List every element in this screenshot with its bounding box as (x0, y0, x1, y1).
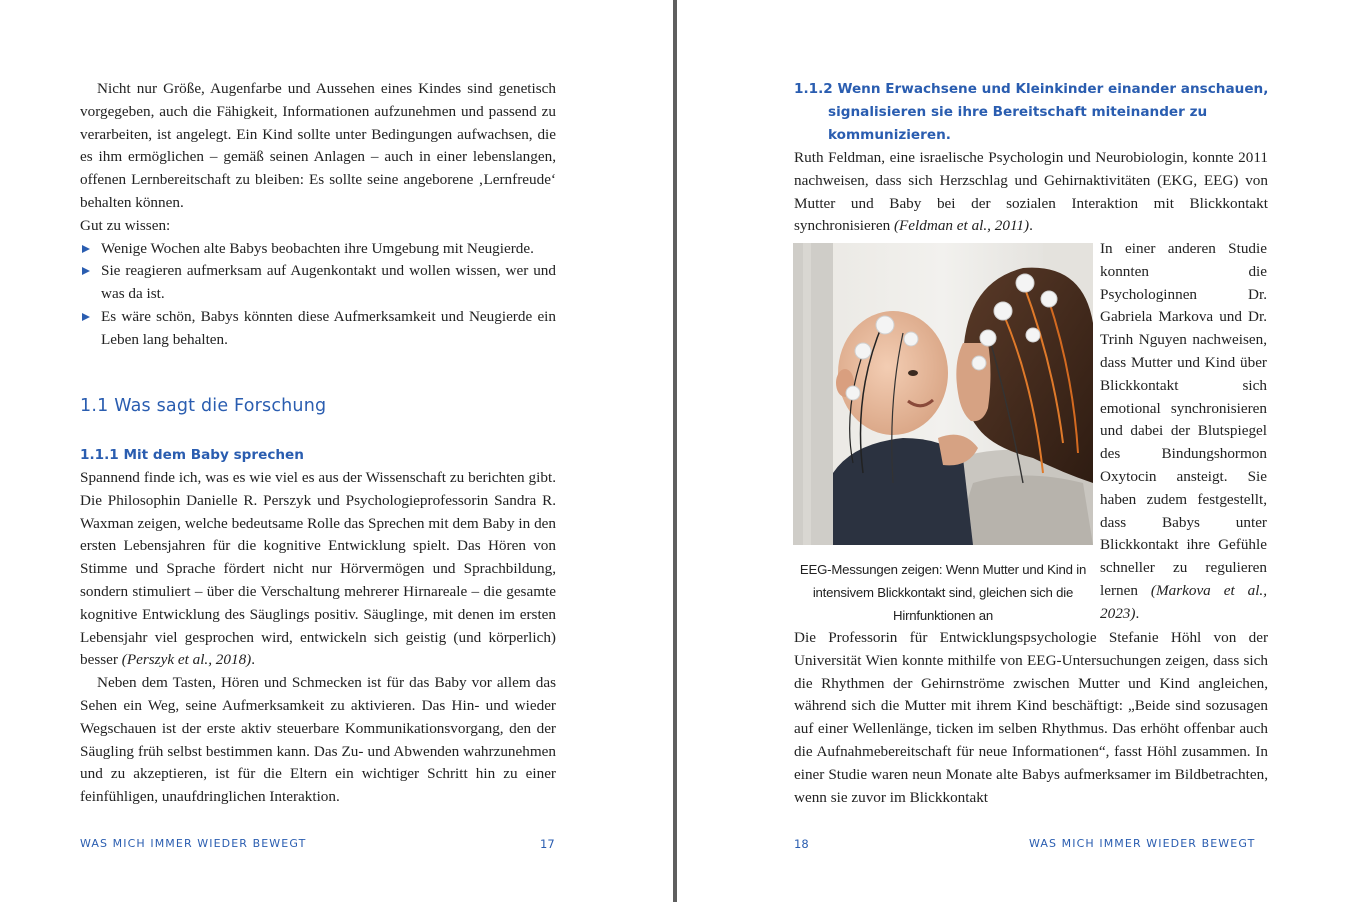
left-page (0, 0, 673, 902)
running-footer: WAS MICH IMMER WIEDER BEWEGT (1029, 837, 1256, 850)
hoehl-paragraph-block (794, 627, 1268, 809)
research-block (80, 467, 556, 809)
triangle-bullet-icon (82, 313, 90, 321)
paragraph: Ruth Feldman, eine israelische Psychologin und Neurobiologin, konnte 2011 nachweisen, dass sich Herzschlag und Gehirnaktivitäten (EKG, EEG) von Mutter und Baby bei der sozialen Interaktion mit Blickkontakt synchronisieren (Feldman et al., 2011). (794, 149, 1268, 235)
citation: (Perszyk et al., 2018) (121, 651, 252, 669)
subsection-number: 1.1.2 (794, 81, 833, 97)
page-number: 18 (794, 837, 809, 851)
subsection-title: Mit dem Baby sprechen (123, 447, 304, 463)
list-item: Sie reagieren aufmerksam auf Augenkontakt und wollen wissen, wer und was da ist. (80, 260, 556, 306)
paragraph: Neben dem Tasten, Hören und Schmecken ist für das Baby vor allem das Sehen ein Weg, seine Aufmerksamkeit zu aktivieren. Das Hin- und wieder Wegschauen ist der erste aktiv steuerbare Kommunikationsvorgang, den der Säugling früh selbst bestimmen kann. Das Zu- und Abwenden wahrzunehmen und zu akzeptieren, ist für die Eltern ein wichtiger Schritt hin zu einer feinfühligen, unaufdringlichen Interaktion. (80, 674, 556, 806)
intro-paragraph: Nicht nur Größe, Augenfarbe und Aussehen eines Kindes sind genetisch vorgegeben, auch die Fähigkeit, Informationen aufzunehmen und passend zu verarbeiten, ist angelegt. Ein Kind sollte unter Bedingungen aufwachsen, die es ihm ermöglichen – gemäß seinen Anlagen – auch in einer lebenslangen, offenen Lernbereitschaft zu bleiben: Es sollte seine angeborene ‚Lernfreude‘ behalten können. (80, 80, 556, 211)
subsection-heading (80, 444, 304, 467)
paragraph: Die Professorin für Entwicklungspsychologie Stefanie Höhl von der Universität Wien konnte mithilfe von EEG-Untersuchungen zeigen, dass sich die Rhythmen der Gehirnströme zwischen Mutter und Kind angleichen, während sich die Mutter mit ihrem Kind beschäftigt: „Beide sind sozusagen auf einer Wellenlänge, ticken im selben Rhythmus. Das erhöht offenbar auch die Aufnahmebereitschaft für neue Informationen“, fasst Höhl zusammen. In einer Studie waren neun Monate alte Babys aufmerksamer im Bildbetrachten, wenn sie zuvor im Blickkontakt (794, 629, 1268, 806)
photo-caption: EEG-Messungen zeigen: Wenn Mutter und Kind in intensivem Blickkontakt sind, gleichen sich die Hirnfunktionen an (799, 562, 1087, 623)
eeg-photo (793, 243, 1093, 545)
bullet-list (80, 238, 556, 352)
list-item: Es wäre schön, Babys könnten diese Aufmerksamkeit und Neugierde ein Leben lang behalten. (80, 306, 556, 352)
running-footer: WAS MICH IMMER WIEDER BEWEGT (80, 837, 307, 850)
good-to-know-label: Gut zu wissen: (80, 216, 171, 234)
wrap-text-column (1100, 238, 1267, 626)
paragraph: Spannend finde ich, was es wie viel es aus der Wissenschaft zu berichten gibt. Die Philosophin Danielle R. Perszyk und Psychologieprofessorin Sandra R. Waxman zeigen, welche bedeutsame Rolle das Sprechen mit dem Baby in den ersten Lebensjahren für die kognitive Entwicklung spielt. Das Hören von Stimme und Sprache fördert nicht nur Hörvermögen und Sprachbildung, sondern stimuliert – über die Verschaltung mehrerer Hirnareale – die gesamte kognitive Entwicklung des Säuglings positiv. Säuglinge, mit denen im ersten Lebensjahr viel gesprochen wird, entwickeln sich geistig (und körperlich) besser (Perszyk et al., 2018). (80, 469, 556, 669)
subsection-number: 1.1.1 (80, 447, 119, 463)
page-number: 17 (540, 837, 555, 851)
section-heading: 1.1 Was sagt die Forschung (80, 396, 327, 416)
citation: (Markova et al., 2023) (1100, 581, 1268, 622)
feldman-paragraph-block (794, 147, 1268, 238)
paragraph: In einer anderen Studie konnten die Psychologinnen Dr. Gabriela Markova und Dr. Trinh Nguyen nachweisen, dass Mutter und Kind über Blickkontakt sich emotional synchronisieren und dabei der Blutspiegel des Bindungshormon Oxytocin ansteigt. Sie haben zudem festgestellt, dass Babys unter Blickkontakt ihre Gefühle schneller zu regulieren lernen (Markova et al., 2023). (1100, 240, 1268, 622)
right-page (677, 0, 1358, 902)
citation: (Feldman et al., 2011) (893, 217, 1030, 235)
triangle-bullet-icon (82, 267, 90, 275)
subsection-heading: 1.1.2 Wenn Erwachsene und Kleinkinder einander anschauen, signalisieren sie ihre Bereitschaft miteinander zu kommunizieren. (794, 81, 1269, 143)
list-item: Wenige Wochen alte Babys beobachten ihre Umgebung mit Neugierde. (80, 238, 556, 261)
triangle-bullet-icon (82, 245, 90, 253)
intro-block (80, 78, 556, 352)
